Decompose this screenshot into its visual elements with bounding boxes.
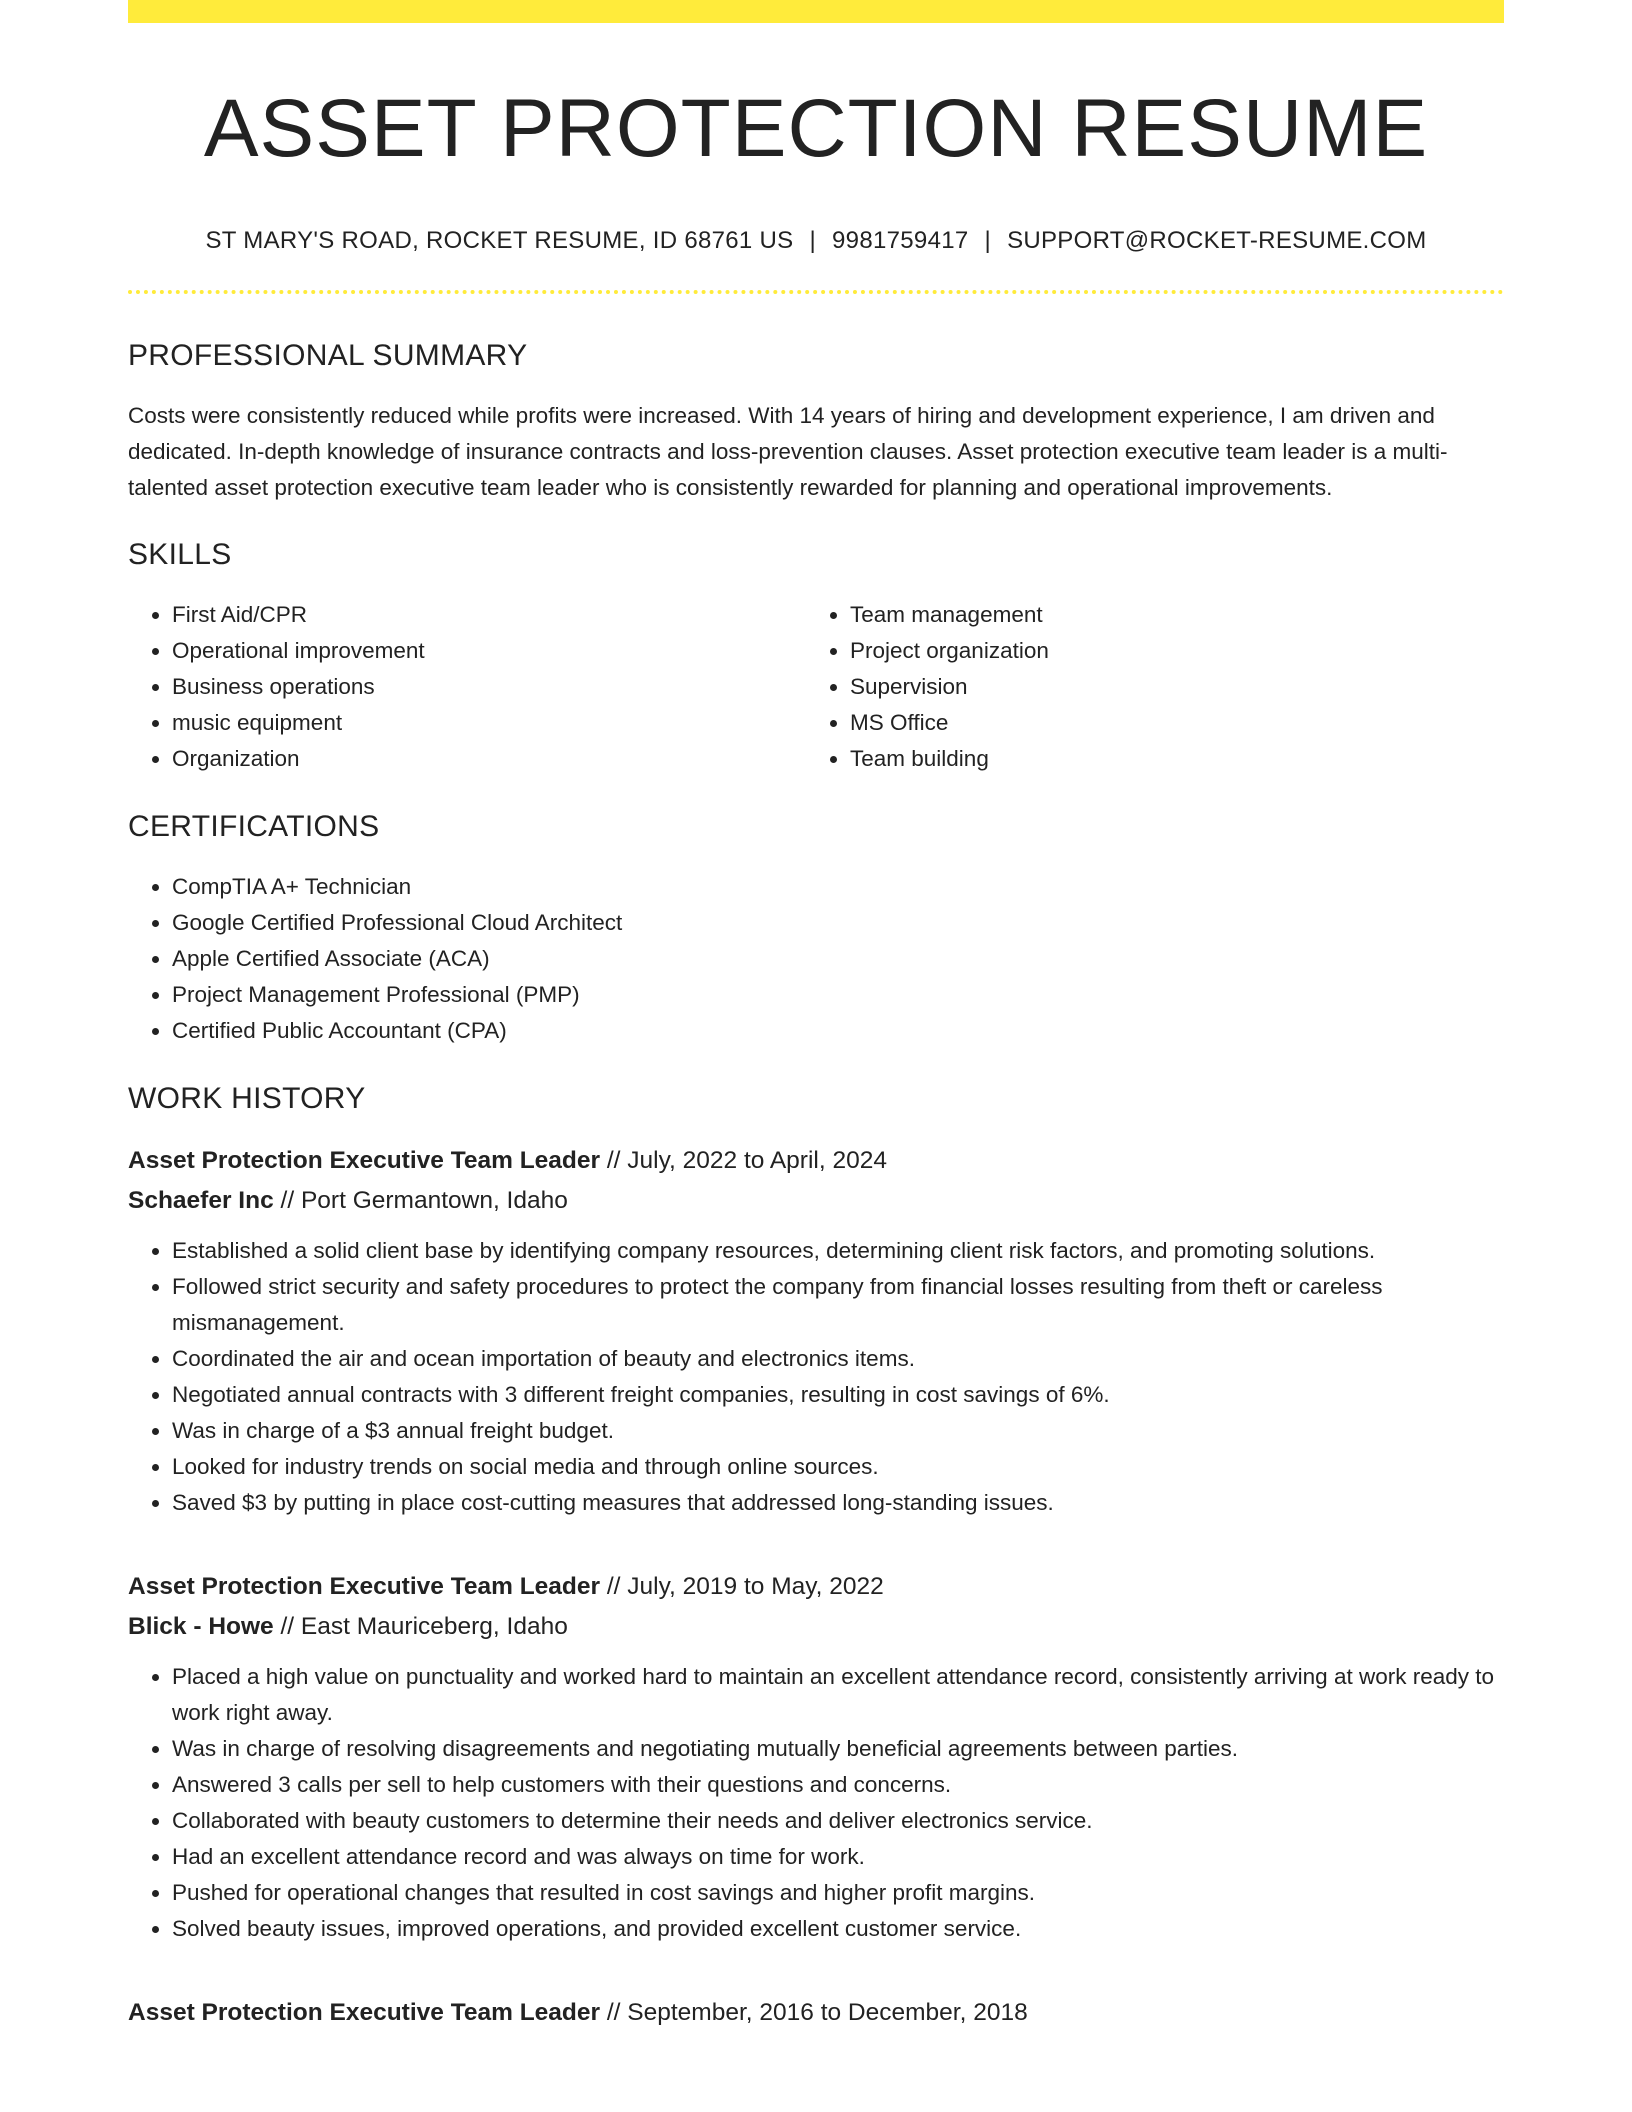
job-bullet: • Collaborated with beauty customers to determine their needs and deliver electronics service.: [172, 1803, 1504, 1839]
job-dates: // July, 2022 to April, 2024: [606, 1147, 887, 1174]
job-entry: [128, 1567, 1504, 1947]
job-company: Blick - Howe: [128, 1613, 274, 1640]
skills-column-right: [806, 597, 1484, 777]
job-bullet: • Followed strict security and safety procedures to protect the company from financial losses resulting from theft or careless mismanagement.: [172, 1269, 1504, 1341]
skills-list: [128, 597, 1504, 777]
contact-separator: |: [984, 227, 992, 254]
skill-item: • Team building: [850, 741, 1484, 777]
certification-item: • Apple Certified Associate (ACA): [172, 941, 1504, 977]
job-bullet: • Coordinated the air and ocean importation of beauty and electronics items.: [172, 1341, 1504, 1377]
contact-email: SUPPORT@ROCKET-RESUME.COM: [1007, 227, 1427, 254]
contact-separator: |: [809, 227, 817, 254]
job-bullets: [128, 1233, 1504, 1521]
job-bullet: • Established a solid client base by identifying company resources, determining client risk factors, and promoting solutions.: [172, 1233, 1504, 1269]
contact-address: ST MARY'S ROAD, ROCKET RESUME, ID 68761 US: [205, 227, 794, 254]
job-entry: [128, 1141, 1504, 1521]
skills-heading: SKILLS: [128, 538, 232, 571]
certifications-list: [128, 869, 1504, 1049]
contact-line: [128, 226, 1504, 256]
job-title-line: [128, 1141, 1504, 1181]
job-company: Schaefer Inc: [128, 1187, 274, 1214]
job-bullet: • Was in charge of a $3 annual freight budget.: [172, 1413, 1504, 1449]
job-title-line: [128, 1567, 1504, 1607]
job-bullet: • Was in charge of resolving disagreements and negotiating mutually beneficial agreements between parties.: [172, 1731, 1504, 1767]
skill-item: • music equipment: [172, 705, 806, 741]
job-company-line: [128, 1181, 1504, 1221]
certifications-heading: CERTIFICATIONS: [128, 810, 380, 843]
job-bullet: • Had an excellent attendance record and was always on time for work.: [172, 1839, 1504, 1875]
job-bullet: • Placed a high value on punctuality and worked hard to maintain an excellent attendance record, consistently arriving at work ready to work right away.: [172, 1659, 1504, 1731]
skill-item: • Supervision: [850, 669, 1484, 705]
skills-column-left: [128, 597, 806, 777]
job-bullet: • Answered 3 calls per sell to help customers with their questions and concerns.: [172, 1767, 1504, 1803]
job-entry: [128, 1993, 1504, 2033]
job-title: Asset Protection Executive Team Leader: [128, 1147, 601, 1174]
job-company-line: [128, 1607, 1504, 1647]
job-title: Asset Protection Executive Team Leader: [128, 1573, 601, 1600]
job-bullet: • Looked for industry trends on social media and through online sources.: [172, 1449, 1504, 1485]
certification-item: • Project Management Professional (PMP): [172, 977, 1504, 1013]
job-location: // East Mauriceberg, Idaho: [280, 1613, 568, 1640]
job-dates: // July, 2019 to May, 2022: [606, 1573, 884, 1600]
skill-item: • Project organization: [850, 633, 1484, 669]
skill-item: • Team management: [850, 597, 1484, 633]
work-history-heading: WORK HISTORY: [128, 1082, 366, 1115]
certification-item: • Certified Public Accountant (CPA): [172, 1013, 1504, 1049]
skill-item: • Organization: [172, 741, 806, 777]
resume-title: ASSET PROTECTION RESUME: [203, 83, 1429, 174]
job-bullet: • Solved beauty issues, improved operations, and provided excellent customer service.: [172, 1911, 1504, 1947]
job-title-line: [128, 1993, 1504, 2033]
job-location: // Port Germantown, Idaho: [280, 1187, 568, 1214]
skill-item: • MS Office: [850, 705, 1484, 741]
job-bullet: • Pushed for operational changes that resulted in cost savings and higher profit margins.: [172, 1875, 1504, 1911]
job-bullets: [128, 1659, 1504, 1947]
resume-page: [128, 0, 1504, 2033]
job-title: Asset Protection Executive Team Leader: [128, 1999, 601, 2026]
contact-phone: 9981759417: [832, 227, 969, 254]
certification-item: • CompTIA A+ Technician: [172, 869, 1504, 905]
accent-bar: [128, 0, 1504, 23]
skill-item: • Business operations: [172, 669, 806, 705]
summary-text: Costs were consistently reduced while profits were increased. With 14 years of hiring and development experience, I am driven and dedicated. In-depth knowledge of insurance contracts and loss-prevention clauses. Asset protection executive team leader is a multi-talented asset protection executive team leader who is consistently rewarded for planning and operational improvements.: [128, 403, 1448, 500]
job-bullet: • Saved $3 by putting in place cost-cutting measures that addressed long-standing issues.: [172, 1485, 1504, 1521]
skill-item: • First Aid/CPR: [172, 597, 806, 633]
skill-item: • Operational improvement: [172, 633, 806, 669]
job-bullet: • Negotiated annual contracts with 3 different freight companies, resulting in cost savings of 6%.: [172, 1377, 1504, 1413]
dotted-divider: [128, 290, 1504, 294]
summary-heading: PROFESSIONAL SUMMARY: [128, 339, 528, 372]
job-dates: // September, 2016 to December, 2018: [606, 1999, 1028, 2026]
certification-item: • Google Certified Professional Cloud Architect: [172, 905, 1504, 941]
